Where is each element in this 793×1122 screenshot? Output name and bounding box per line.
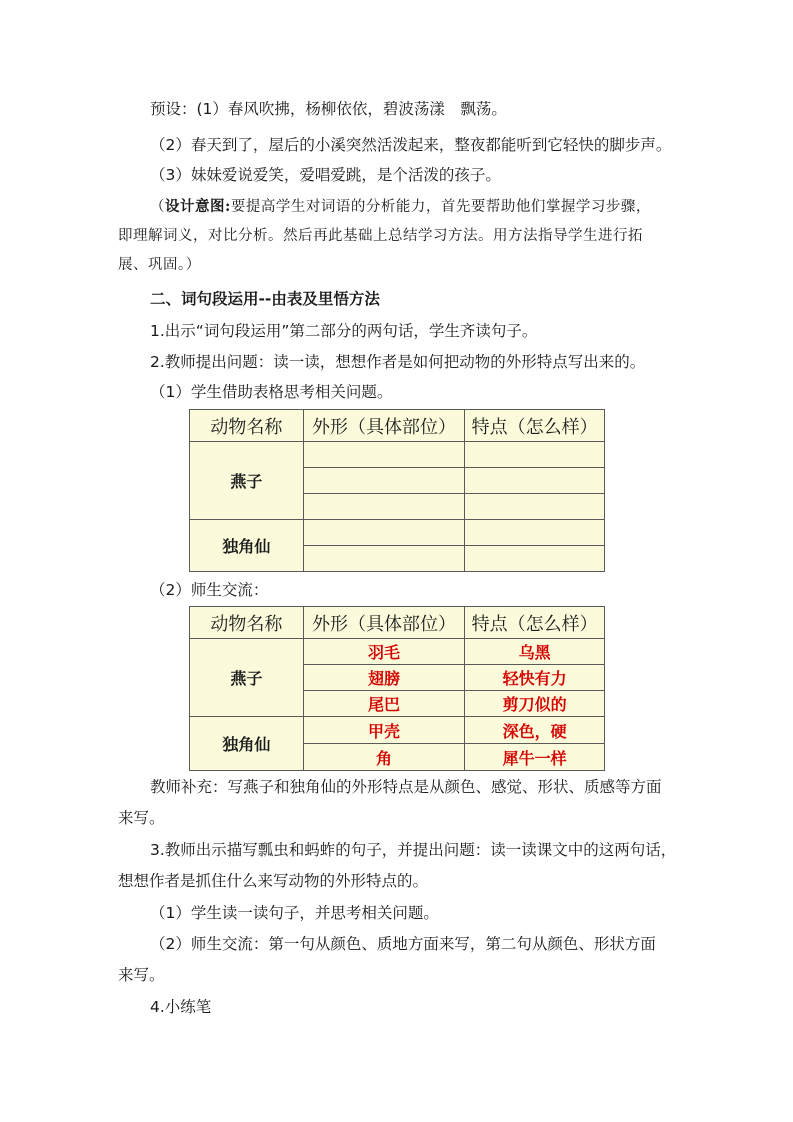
filled-part: 羽毛 — [303, 639, 465, 665]
step-3-sub-1: （1）学生读一读句子，并思考相关问题。 — [150, 904, 439, 922]
step-4: 4.小练笔 — [150, 998, 212, 1016]
table-cell — [465, 442, 605, 468]
filled-trait: 深色，硬 — [465, 717, 605, 744]
design-intent-line-3: 展、巩固。） — [118, 257, 201, 273]
table-cell — [303, 442, 465, 468]
filled-header-animal: 动物名称 — [190, 607, 304, 639]
design-intent-line-2: 即理解词义，对比分析。然后再此基础上总结学习方法。用方法指导学生进行拓 — [118, 228, 643, 244]
table-cell — [465, 494, 605, 520]
filled-trait: 剪刀似的 — [465, 691, 605, 717]
filled-trait: 犀牛一样 — [465, 744, 605, 771]
filled-animal-swallow: 燕子 — [190, 639, 304, 717]
table-cell — [303, 494, 465, 520]
table-cell — [303, 468, 465, 494]
table-header-part: 外形（具体部位） — [303, 410, 465, 442]
step-3-line-1: 3.教师出示描写瓢虫和蚂蚱的句子，并提出问题：读一读课文中的这两句话， — [150, 841, 677, 859]
filled-animal-beetle: 独角仙 — [190, 717, 304, 771]
preset-line-1: 预设：(1）春风吹拂，杨柳依依，碧波荡漾 飘荡。 — [150, 100, 507, 118]
design-intent-label: 设计意图: — [165, 198, 231, 215]
table-cell — [465, 468, 605, 494]
filled-part: 甲壳 — [303, 717, 465, 744]
filled-part: 角 — [303, 744, 465, 771]
preset-line-3: （3）妹妹爱说爱笑，爱唱爱跳，是个活泼的孩子。 — [150, 166, 501, 184]
table-animal-beetle: 独角仙 — [190, 520, 304, 572]
step-3-sub-2-line-1: （2）师生交流：第一句从颜色、质地方面来写，第二句从颜色、形状方面 — [150, 935, 656, 953]
step-1: 1.出示“词句段运用”第二部分的两句话，学生齐读句子。 — [150, 322, 538, 340]
filled-part: 翅膀 — [303, 665, 465, 691]
table-cell — [303, 520, 465, 546]
filled-header-part: 外形（具体部位） — [303, 607, 465, 639]
step-3-line-2: 想想作者是抓住什么来写动物的外形特点的。 — [118, 872, 429, 890]
step-2-sub-2: （2）师生交流： — [150, 581, 269, 599]
step-2: 2.教师提出问题：读一读，想想作者是如何把动物的外形特点写出来的。 — [150, 353, 646, 371]
filled-trait: 乌黑 — [465, 639, 605, 665]
table-header-trait: 特点（怎么样） — [465, 410, 605, 442]
design-intent-line-1 — [150, 196, 651, 218]
table-animal-swallow: 燕子 — [190, 442, 304, 520]
table-header-animal: 动物名称 — [190, 410, 304, 442]
table-cell — [465, 546, 605, 572]
filled-header-trait: 特点（怎么样） — [465, 607, 605, 639]
section-heading: 二、词句段运用--由表及里悟方法 — [150, 290, 380, 308]
preset-line-2: （2）春天到了，屋后的小溪突然活泼起来，整夜都能听到它轻快的脚步声。 — [150, 136, 672, 154]
design-intent-text-1: 要提高学生对词语的分析能力，首先要帮助他们掌握学习步骤， — [230, 199, 651, 215]
step-2-sub-1: （1）学生借助表格思考相关问题。 — [150, 383, 393, 401]
filled-table — [189, 606, 605, 771]
filled-trait: 轻快有力 — [465, 665, 605, 691]
teacher-note-line-2: 来写。 — [118, 809, 165, 827]
table-cell — [303, 546, 465, 572]
filled-part: 尾巴 — [303, 691, 465, 717]
empty-table — [189, 409, 605, 572]
step-3-sub-2-line-2: 来写。 — [118, 966, 165, 984]
table-cell — [465, 520, 605, 546]
open-paren: （ — [150, 199, 165, 215]
teacher-note-line-1: 教师补充：写燕子和独角仙的外形特点是从颜色、感觉、形状、质感等方面 — [150, 778, 662, 796]
